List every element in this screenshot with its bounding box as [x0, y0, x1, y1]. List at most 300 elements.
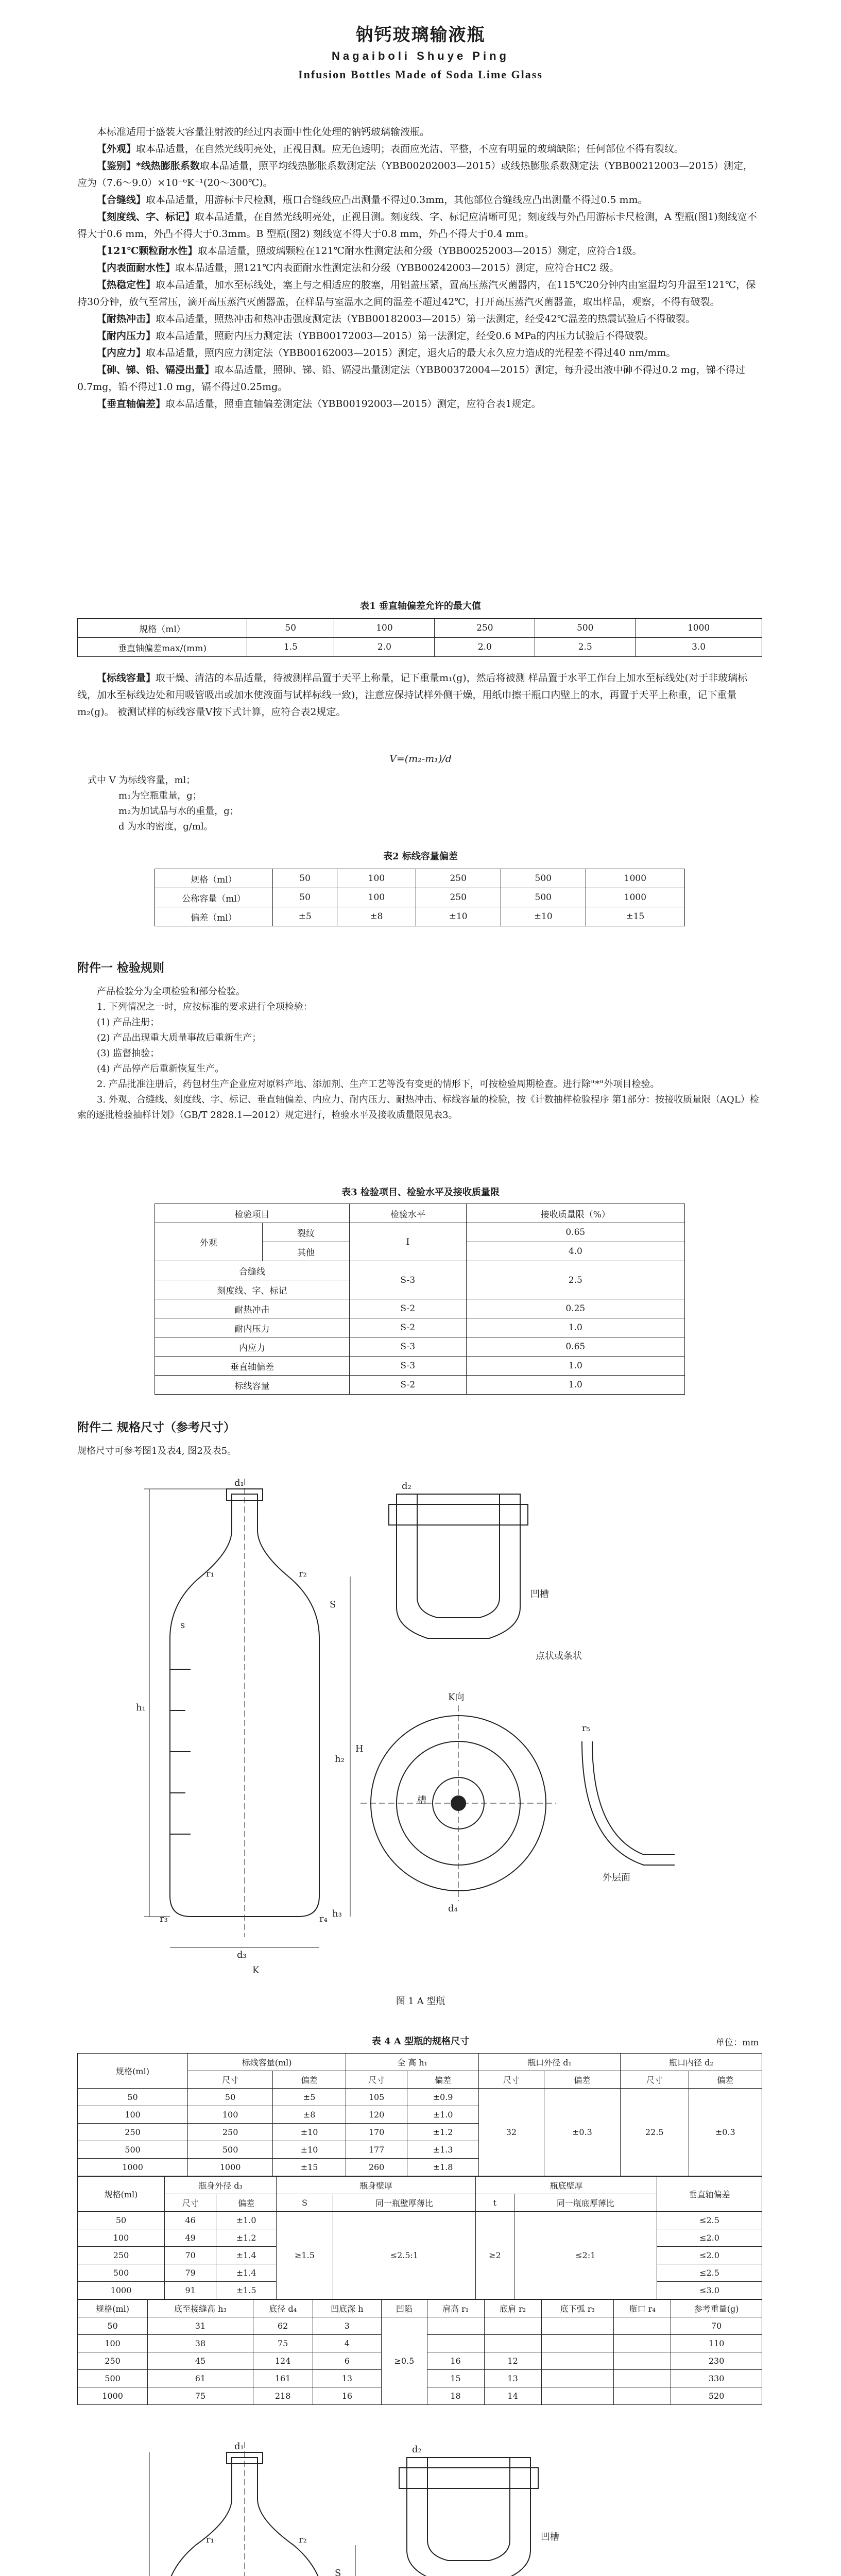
para-text: 取本品适量，照砷、锑、铅、镉浸出量测定法（YBB00372004—2015）测定，每升浸出液中砷不得过0.2 mg，锑不得过0.7mg，铅不得过1.0 mg，镉不得过0.25mg。 — [77, 364, 745, 393]
para-text: 取本品适量，照玻璃颗粒在121℃耐水性测定法和分级（YBB00252003—2015）测定，应符合1级。 — [197, 245, 642, 257]
table3-caption: 表3 检验项目、检验水平及接收质量限 — [341, 1187, 500, 1198]
spec-cell: 70 — [671, 2317, 762, 2335]
spec-header: 标线容量(ml) — [188, 2054, 346, 2071]
spec-header: 底径 d₄ — [253, 2300, 313, 2317]
table3-aql: 4.0 — [466, 1242, 684, 1261]
spec-header: 全 高 h₁ — [346, 2054, 479, 2071]
para-text: 取本品适量，照121℃内表面耐水性测定法和分级（YBB00242003—2015）测定，应符合HC2 级。 — [175, 262, 620, 274]
table2-row-label: 公称容量（ml） — [155, 888, 273, 907]
appendix1-line: 1. 下列情况之一时，应按标准的要求进行全项检验： — [97, 1002, 313, 1012]
spec-cell: 16 — [427, 2352, 484, 2370]
spec-cell: 32 — [479, 2089, 544, 2176]
table3-item: 外观 — [155, 1223, 263, 1261]
table-row — [155, 1261, 685, 1280]
table1-cell: 2.0 — [435, 638, 535, 657]
formula-where — [88, 773, 773, 835]
table-row — [155, 1223, 685, 1242]
spec-cell: 50 — [188, 2089, 273, 2106]
table1-cell: 1.5 — [247, 638, 334, 657]
spec-cell — [541, 2370, 614, 2387]
spec-cell: ≤2.0 — [657, 2229, 762, 2247]
spec-cell: ±1.4 — [216, 2247, 277, 2264]
figure-label: 点状或条状 — [536, 1651, 582, 1662]
spec-cell: ≤2.5:1 — [333, 2212, 475, 2299]
para-text: 取本品适量，照垂直轴偏差测定法（YBB00192003—2015）测定，应符合表1规定。 — [165, 398, 541, 410]
spec-cell: 50 — [78, 2089, 188, 2106]
spec-header: 参考重量(g) — [671, 2300, 762, 2317]
figure-label: 外层面 — [603, 1872, 630, 1883]
spec-cell: 100 — [78, 2106, 188, 2124]
table2-cell: ±10 — [501, 907, 586, 926]
test-paragraph — [77, 345, 762, 362]
table-header-row — [78, 2177, 762, 2194]
spec-cell — [614, 2335, 671, 2352]
spec-cell: ≤3.0 — [657, 2282, 762, 2299]
spec-subheader: 尺寸 — [346, 2071, 407, 2089]
spec-cell: ±1.5 — [216, 2282, 277, 2299]
para-head: 【耐内压力】 — [97, 330, 156, 342]
spec-cell: 70 — [165, 2247, 216, 2264]
para-head: 【外观】 — [97, 143, 136, 155]
figure-label: d₄ — [448, 1903, 458, 1914]
spec-cell: 250 — [78, 2352, 148, 2370]
test-paragraphs — [77, 141, 762, 413]
spec-cell — [541, 2317, 614, 2335]
appendix1-line: (3) 监督抽验； — [97, 1048, 160, 1059]
spec-subheader: 尺寸 — [620, 2071, 689, 2089]
para-text: 取本品适量，用游标卡尺检测，瓶口合缝线应凸出测量不得过0.3mm，其他部位合缝线应凸出测量不得过0.5 mm。 — [146, 194, 648, 206]
formula-where-line: 式中 V 为标线容量，ml； — [88, 775, 196, 786]
table-header-row — [78, 2054, 762, 2071]
spec-cell: ±1.0 — [407, 2106, 479, 2124]
volume-section — [77, 670, 762, 721]
spec-cell: 22.5 — [620, 2089, 689, 2176]
spec-subheader: 尺寸 — [165, 2194, 216, 2212]
spec-cell — [484, 2335, 541, 2352]
spec-header: 瓶口内径 d₂ — [620, 2054, 762, 2071]
para-text: 取本品适量，在自然光线明亮处，正视目测。刻度线、字、标记应清晰可见；刻度线与外凸用游标卡尺检测，A 型瓶(图1)刻线宽不得大于0.6 mm，外凸不得大于0.3mm。B 型瓶(图2) 刻线宽不得大于0.8 mm，外凸不得大于0.4 mm。 — [77, 211, 757, 240]
table3-item: 刻度线、字、标记 — [155, 1280, 350, 1299]
test-paragraph — [77, 396, 762, 413]
spec-header: 瓶口 r₄ — [614, 2300, 671, 2317]
spec-cell: 520 — [671, 2387, 762, 2405]
doc-title-pinyin: Nagaiboli Shuye Ping — [332, 49, 509, 62]
spec-cell: 38 — [148, 2335, 253, 2352]
appendix2-subtitle: 规格尺寸可参考图1及表4, 图2及表5。 — [77, 1446, 237, 1456]
figure-label: S — [330, 1599, 336, 1610]
spec-cell: 1000 — [78, 2282, 165, 2299]
spec-cell: 110 — [671, 2335, 762, 2352]
intro-paragraph: 本标准适用于盛装大容量注射液的经过内表面中性化处理的钠钙玻璃输液瓶。 — [97, 126, 430, 138]
figure-label: r₃ — [160, 1913, 168, 1924]
table2-cell: ±15 — [586, 907, 684, 926]
figure-label: r₂ — [299, 2534, 307, 2545]
figure-label: H — [355, 1743, 364, 1754]
spec-cell: ±1.3 — [407, 2141, 479, 2159]
figure-label: r₁ — [206, 1568, 214, 1579]
para-text: 取本品适量，加水至标线处，塞上与之相适应的胶塞，用铝盖压紧，置高压蒸汽灭菌器内，在115℃20分钟内由室温均匀升温至121℃，保持30分钟，放气至常压，滴开高压蒸汽灭菌器盖，在样品与室温水之间的温差不超过42℃，打开高压蒸汽灭菌器盖，取出样品，观察，不得有破裂。 — [77, 279, 756, 308]
spec-cell: ±1.8 — [407, 2159, 479, 2176]
table3-item: 耐内压力 — [155, 1318, 350, 1337]
spec-header: 规格(ml) — [78, 2177, 165, 2212]
spec-cell: 91 — [165, 2282, 216, 2299]
table-row — [155, 1299, 685, 1318]
table-row — [78, 2317, 762, 2335]
spec-cell: 161 — [253, 2370, 313, 2387]
spec-cell: ±1.2 — [216, 2229, 277, 2247]
spec-cell: ±1.4 — [216, 2264, 277, 2282]
table3-header: 检验项目 — [155, 1204, 350, 1223]
para-head: 【耐热冲击】 — [97, 313, 156, 325]
table2-caption: 表2 标线容量偏差 — [383, 851, 458, 862]
formula-where-line: m₂为加试品与水的重量，g； — [118, 806, 239, 817]
table4-part3 — [77, 2299, 762, 2405]
table2-cell: 1000 — [586, 869, 684, 888]
appendix2-title: 附件二 规格尺寸（参考尺寸） — [77, 1420, 236, 1434]
spec-cell: 75 — [148, 2387, 253, 2405]
spec-cell: ±0.3 — [544, 2089, 620, 2176]
spec-cell — [541, 2352, 614, 2370]
table1-cell: 50 — [247, 619, 334, 638]
spec-cell — [541, 2387, 614, 2405]
table2-cell: 250 — [416, 869, 501, 888]
appendix1-line: 2. 产品批准注册后，药包材生产企业应对原料产地、添加剂、生产工艺等没有变更的情形下，可按检验周期检查。进行除"*"外项目检验。 — [97, 1079, 660, 1090]
table3-level: I — [350, 1223, 467, 1261]
appendix1-title: 附件一 检验规则 — [77, 961, 165, 975]
table3-aql: 0.25 — [466, 1299, 684, 1318]
spec-header: 规格(ml) — [78, 2054, 188, 2089]
table1-cell: 2.5 — [535, 638, 636, 657]
figure-label: 凹槽 — [541, 2532, 559, 2543]
para-text: 取本品适量，照热冲击和热冲击强度测定法（YBB00182003—2015）第一法测定，经受42℃温差的热震试验后不得破裂。 — [156, 313, 695, 325]
main-body — [77, 124, 762, 413]
spec-cell: 13 — [484, 2370, 541, 2387]
spec-subheader: S — [277, 2194, 333, 2212]
spec-cell: 1000 — [188, 2159, 273, 2176]
figure1-caption: 图 1 A 型瓶 — [396, 1996, 445, 2007]
table4-part1 — [77, 2053, 762, 2176]
spec-cell — [427, 2317, 484, 2335]
table2-row-label: 规格（ml） — [155, 869, 273, 888]
table1-cell: 100 — [334, 619, 435, 638]
spec-cell: 100 — [78, 2229, 165, 2247]
table2-cell: 100 — [337, 888, 416, 907]
test-paragraph — [77, 362, 762, 396]
spec-subheader: 偏差 — [216, 2194, 277, 2212]
figure-label: 凹槽 — [530, 1589, 549, 1600]
para-head: 【砷、锑、铅、镉浸出量】 — [97, 364, 215, 376]
test-paragraph — [77, 260, 762, 277]
spec-cell — [614, 2317, 671, 2335]
figure-label: d₂ — [412, 2444, 422, 2455]
formula-where-line: m₁为空瓶重量，g； — [118, 790, 202, 801]
table3-header: 检验水平 — [350, 1204, 467, 1223]
spec-subheader: 偏差 — [689, 2071, 762, 2089]
spec-cell: 250 — [78, 2247, 165, 2264]
spec-subheader: t — [476, 2194, 514, 2212]
spec-cell: ±5 — [273, 2089, 346, 2106]
spec-cell: 15 — [427, 2370, 484, 2387]
test-paragraph — [77, 158, 762, 192]
table2-cell: 50 — [273, 888, 337, 907]
table1-axis-deviation — [77, 618, 762, 657]
appendix1-line: (4) 产品停产后重新恢复生产。 — [97, 1063, 225, 1074]
spec-header: 底肩 r₂ — [484, 2300, 541, 2317]
para-text: 取本品适量，照平均线热膨胀系数测定法（YBB00202003—2015）或线热膨胀系数测定法（YBB00212003—2015）测定，应为（7.6～9.0）×10⁻⁶K⁻¹(20～300℃)。 — [77, 160, 753, 189]
spec-subheader: 同一瓶底厚薄比 — [514, 2194, 657, 2212]
spec-header: 凹底深 h — [313, 2300, 382, 2317]
para-text: 取本品适量，在自然光线明亮处，正视目测。应无色透明；表面应光洁、平整，不应有明显的玻璃缺陷；任何部位不得有裂纹。 — [136, 143, 684, 155]
spec-header: 底至接缝高 h₃ — [148, 2300, 253, 2317]
spec-cell: 45 — [148, 2352, 253, 2370]
table1-row-label: 垂直轴偏差max/(mm) — [78, 638, 247, 657]
spec-cell: 75 — [253, 2335, 313, 2352]
spec-cell — [484, 2317, 541, 2335]
appendix1-line: (2) 产品出现重大质量事故后重新生产； — [97, 1032, 262, 1043]
spec-header: 肩高 r₁ — [427, 2300, 484, 2317]
spec-cell: 1000 — [78, 2387, 148, 2405]
appendix1-body — [77, 984, 762, 1123]
spec-cell: 500 — [188, 2141, 273, 2159]
table1-cell: 2.0 — [334, 638, 435, 657]
spec-cell: 250 — [78, 2124, 188, 2141]
spec-cell: 79 — [165, 2264, 216, 2282]
table4-caption: 表 4 A 型瓶的规格尺寸 — [371, 2036, 470, 2047]
spec-cell: 62 — [253, 2317, 313, 2335]
figure-label: d₁ — [234, 1478, 244, 1488]
spec-subheader: 尺寸 — [479, 2071, 544, 2089]
table3-item: 内应力 — [155, 1337, 350, 1357]
table4-unit: 单位：mm — [716, 2038, 759, 2048]
table3-header: 接收质量限（%） — [466, 1204, 684, 1223]
spec-cell: 12 — [484, 2352, 541, 2370]
table1-row-label: 规格（ml） — [78, 619, 247, 638]
table-row — [155, 1357, 685, 1376]
figure-label: h₂ — [335, 1754, 345, 1765]
table2-cell: 100 — [337, 869, 416, 888]
spec-subheader: 偏差 — [407, 2071, 479, 2089]
test-paragraph — [77, 141, 762, 158]
spec-cell: 49 — [165, 2229, 216, 2247]
table3-item: 耐热冲击 — [155, 1299, 350, 1318]
spec-cell: ±15 — [273, 2159, 346, 2176]
para-text: 取本品适量，照耐内压力测定法（YBB00172003—2015）第一法测定，经受0.6 MPa的内压力试验后不得破裂。 — [156, 330, 654, 342]
spec-header: 规格(ml) — [78, 2300, 148, 2317]
spec-cell: 500 — [78, 2370, 148, 2387]
spec-cell: ≤2:1 — [514, 2212, 657, 2299]
appendix1-line: 3. 外观、合缝线、刻度线、字、标记、垂直轴偏差、内应力、耐内压力、耐热冲击、标线容量的检验，按《计数抽样检验程序 第1部分：按接收质量限（AQL）检索的逐批检验抽样计划》（GB/T 2828.1—2012）规定进行，检验水平及接收质量限见表3。 — [77, 1094, 759, 1121]
table-row — [155, 869, 685, 888]
table3-level: S-2 — [350, 1376, 467, 1395]
spec-header: 瓶底壁厚 — [476, 2177, 657, 2194]
table3-subitem: 裂纹 — [263, 1223, 350, 1242]
figure-label: K向 — [448, 1692, 465, 1703]
table2-cell: 250 — [416, 888, 501, 907]
table3-aql: 1.0 — [466, 1318, 684, 1337]
table-row — [155, 1376, 685, 1395]
figure-label: S — [335, 2568, 341, 2576]
spec-cell: ±1.0 — [216, 2212, 277, 2229]
spec-cell: 230 — [671, 2352, 762, 2370]
spec-cell — [614, 2352, 671, 2370]
spec-cell: 250 — [188, 2124, 273, 2141]
spec-cell: ±0.3 — [689, 2089, 762, 2176]
spec-cell: ≥1.5 — [277, 2212, 333, 2299]
table3-level: S-3 — [350, 1337, 467, 1357]
table-row — [78, 2089, 762, 2106]
spec-cell: ≤2.5 — [657, 2264, 762, 2282]
spec-cell: 61 — [148, 2370, 253, 2387]
spec-cell: 50 — [78, 2317, 148, 2335]
spec-cell: ±8 — [273, 2106, 346, 2124]
figure-label: r₂ — [299, 1568, 307, 1579]
spec-cell — [614, 2387, 671, 2405]
para-head: 【热稳定性】 — [97, 279, 156, 291]
doc-title-english: Infusion Bottles Made of Soda Lime Glass — [298, 68, 543, 81]
spec-cell: ±1.2 — [407, 2124, 479, 2141]
spec-cell: 46 — [165, 2212, 216, 2229]
spec-cell: 4 — [313, 2335, 382, 2352]
table4-part2 — [77, 2176, 762, 2299]
table3-aql: 0.65 — [466, 1223, 684, 1242]
table3-aql: 1.0 — [466, 1357, 684, 1376]
figure-label: d₃ — [237, 1950, 247, 1960]
test-paragraph — [77, 277, 762, 311]
table2-row-label: 偏差（ml） — [155, 907, 273, 926]
spec-cell: ±10 — [273, 2141, 346, 2159]
figure-label: d₁ — [234, 2441, 244, 2452]
spec-header: 凹陷 — [382, 2300, 427, 2317]
doc-title: 钠钙玻璃输液瓶 — [355, 25, 486, 45]
table3-level: S-2 — [350, 1299, 467, 1318]
spec-cell: ≤2.5 — [657, 2212, 762, 2229]
spec-cell: ≥2 — [476, 2212, 514, 2299]
table-header-row — [155, 1204, 685, 1223]
para-head: 【刻度线、字、标记】 — [97, 211, 195, 223]
table2-cell: 500 — [501, 888, 586, 907]
figure-label: s — [180, 1620, 185, 1631]
figure-label: r₁ — [206, 2534, 214, 2545]
para-head: 【内应力】 — [97, 347, 146, 359]
spec-cell: ≤2.0 — [657, 2247, 762, 2264]
test-paragraph — [77, 192, 762, 209]
spec-cell — [427, 2335, 484, 2352]
table3-item: 垂直轴偏差 — [155, 1357, 350, 1376]
table2-volume-deviation — [155, 869, 685, 926]
table3-aql: 0.65 — [466, 1337, 684, 1357]
table3-level: S-3 — [350, 1357, 467, 1376]
spec-cell: 6 — [313, 2352, 382, 2370]
table-row — [155, 1318, 685, 1337]
spec-cell: 100 — [78, 2335, 148, 2352]
table3-item: 标线容量 — [155, 1376, 350, 1395]
spec-header: 瓶口外径 d₁ — [479, 2054, 621, 2071]
table1-cell: 500 — [535, 619, 636, 638]
spec-cell: 13 — [313, 2370, 382, 2387]
figure-label: r₅ — [582, 1723, 590, 1734]
spec-subheader: 同一瓶壁厚薄比 — [333, 2194, 475, 2212]
spec-cell: ±0.9 — [407, 2089, 479, 2106]
spec-cell: ≥0.5 — [382, 2317, 427, 2405]
spec-header: 底下弧 r₃ — [541, 2300, 614, 2317]
spec-cell: 1000 — [78, 2159, 188, 2176]
para-head: 【合缝线】 — [97, 194, 146, 206]
figure-label: K — [252, 1965, 260, 1976]
test-paragraph — [77, 209, 762, 243]
volume-formula: V=(m₂-m₁)/d — [389, 753, 452, 765]
spec-cell: 500 — [78, 2141, 188, 2159]
para-text: 取干燥、清洁的本品适量，待被测样品置于天平上称量，记下重量m₁(g)，然后将被测 样品置于水平工作台上加水至标线处(对于非玻璃标线，加水至标线边处和用吸管吸出或加水使液面与试样标线一致)，注意应保持试样外侧干燥，用纸巾擦干瓶口内壁上的水，再置于天平上称重，记下重量m₂(g)。 被测试样的标线容量V按下式计算，应符合表2规定。 — [77, 672, 748, 718]
table3-aql: 1.0 — [466, 1376, 684, 1395]
spec-cell: 31 — [148, 2317, 253, 2335]
spec-cell: 14 — [484, 2387, 541, 2405]
table3-level: S-2 — [350, 1318, 467, 1337]
spec-cell: 100 — [188, 2106, 273, 2124]
spec-cell: 330 — [671, 2370, 762, 2387]
figure-label: h₃ — [332, 1908, 342, 1919]
table2-cell: 500 — [501, 869, 586, 888]
spec-cell: 18 — [427, 2387, 484, 2405]
spec-cell: 218 — [253, 2387, 313, 2405]
spec-cell — [614, 2370, 671, 2387]
spec-cell: 260 — [346, 2159, 407, 2176]
para-head: 【垂直轴偏差】 — [97, 398, 166, 410]
spec-header: 瓶身壁厚 — [277, 2177, 476, 2194]
table3-level: S-3 — [350, 1261, 467, 1299]
table2-cell: 1000 — [586, 888, 684, 907]
table1-cell: 250 — [435, 619, 535, 638]
para-head: 【内表面耐水性】 — [97, 262, 176, 274]
table-row — [155, 907, 685, 926]
para-head: 【121℃颗粒耐水性】 — [97, 245, 198, 257]
para-text: 取本品适量，照内应力测定法（YBB00162003—2015）测定，退火后的最大永久应力造成的光程差不得过40 nm/mm。 — [146, 347, 676, 359]
figure-label: d₂ — [402, 1481, 411, 1492]
spec-cell: 50 — [78, 2212, 165, 2229]
spec-cell: 120 — [346, 2106, 407, 2124]
spec-cell: 105 — [346, 2089, 407, 2106]
table2-cell: ±8 — [337, 907, 416, 926]
table2-cell: ±10 — [416, 907, 501, 926]
para-head: 【鉴别】*线热膨胀系数 — [97, 160, 200, 172]
figure-label: 槽 — [417, 1795, 426, 1806]
table1-cell: 3.0 — [636, 638, 762, 657]
table2-cell: 50 — [273, 869, 337, 888]
spec-subheader: 偏差 — [273, 2071, 346, 2089]
figure1-drawing — [129, 1473, 695, 1989]
para-head: 【标线容量】 — [97, 672, 156, 684]
spec-subheader: 尺寸 — [188, 2071, 273, 2089]
spec-cell: 16 — [313, 2387, 382, 2405]
spec-cell: 170 — [346, 2124, 407, 2141]
test-paragraph — [77, 243, 762, 260]
table2-cell: ±5 — [273, 907, 337, 926]
test-paragraph — [77, 328, 762, 345]
table-row — [155, 888, 685, 907]
table-header-row — [78, 2300, 762, 2317]
formula-where-line: d 为水的密度，g/ml。 — [118, 821, 213, 832]
spec-cell: 3 — [313, 2317, 382, 2335]
table3-aql: 2.5 — [466, 1261, 684, 1299]
table-row — [78, 2212, 762, 2229]
spec-cell: 124 — [253, 2352, 313, 2370]
table1-cell: 1000 — [636, 619, 762, 638]
table3-subitem: 其他 — [263, 1242, 350, 1261]
appendix1-line: 产品检验分为全项检验和部分检验。 — [97, 986, 245, 997]
spec-cell: 177 — [346, 2141, 407, 2159]
figure-label: h₁ — [136, 1702, 146, 1713]
figure2-drawing — [129, 2437, 695, 2576]
spec-header: 垂直轴偏差 — [657, 2177, 762, 2212]
